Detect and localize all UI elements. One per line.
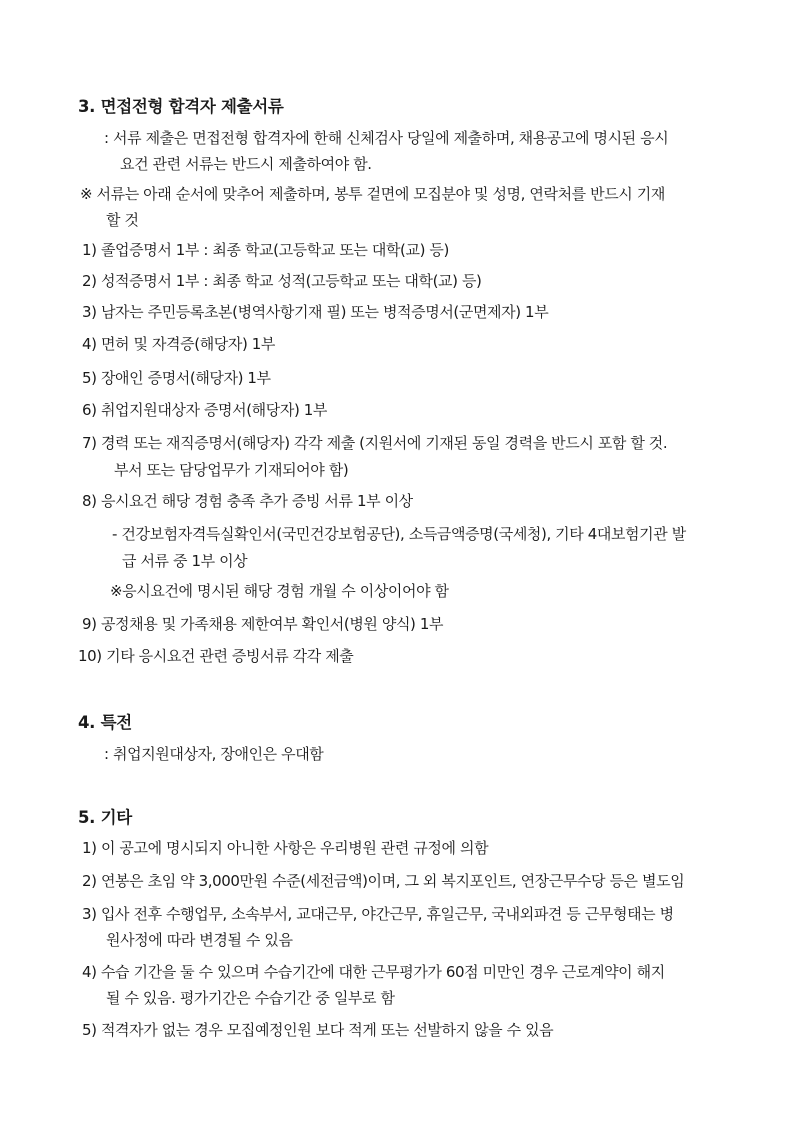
section-5-item-4-line-2: 될 수 있음. 평가기간은 수습기간 중 일부로 함: [106, 989, 395, 1007]
section-3-item-8: 8) 응시요건 해당 경험 충족 추가 증빙 서류 1부 이상: [82, 492, 413, 510]
section-5-item-3-line-2: 원사정에 따라 변경될 수 있음: [106, 931, 293, 949]
section-5-title: 5. 기타: [78, 808, 132, 827]
section-5-item-1: 1) 이 공고에 명시되지 아니한 사항은 우리병원 관련 규정에 의함: [82, 839, 489, 857]
section-4-title: 4. 특전: [78, 713, 132, 732]
section-3-note-line-2: 할 것: [106, 211, 139, 229]
section-3-item-2: 2) 성적증명서 1부 : 최종 학교 성적(고등학교 또는 대학(교) 등): [82, 272, 482, 290]
section-5-item-2: 2) 연봉은 초임 약 3,000만원 수준(세전금액)이며, 그 외 복지포인트, 연장근무수당 등은 별도임: [82, 872, 685, 890]
section-3-item-8-sub-line-2: 급 서류 중 1부 이상: [122, 552, 248, 570]
section-5-item-4-line-1: 4) 수습 기간을 둘 수 있으며 수습기간에 대한 근무평가가 60점 미만인 경우 근로계약이 해지: [82, 963, 665, 981]
section-3-item-1: 1) 졸업증명서 1부 : 최종 학교(고등학교 또는 대학(교) 등): [82, 241, 449, 259]
section-3-item-7-line-2: 부서 또는 담당업무가 기재되어야 함): [114, 461, 349, 479]
section-4-text: : 취업지원대상자, 장애인은 우대함: [104, 745, 324, 763]
section-3-item-9: 9) 공정채용 및 가족채용 제한여부 확인서(병원 양식) 1부: [82, 615, 444, 633]
section-3-intro-line-2: 요건 관련 서류는 반드시 제출하여야 함.: [120, 155, 372, 173]
section-3-title: 3. 면접전형 합격자 제출서류: [78, 97, 284, 116]
section-3-note-line-1: ※ 서류는 아래 순서에 맞추어 제출하며, 봉투 겉면에 모집분야 및 성명, 연락처를 반드시 기재: [80, 185, 665, 203]
section-5-item-3-line-1: 3) 입사 전후 수행업무, 소속부서, 교대근무, 야간근무, 휴일근무, 국내외파견 등 근무형태는 병: [82, 905, 674, 923]
section-3-item-7-line-1: 7) 경력 또는 재직증명서(해당자) 각각 제출 (지원서에 기재된 동일 경력을 반드시 포함 할 것.: [82, 434, 668, 452]
section-3-item-5: 5) 장애인 증명서(해당자) 1부: [82, 369, 271, 387]
section-5-item-5: 5) 적격자가 없는 경우 모집예정인원 보다 적게 또는 선발하지 않을 수 있음: [82, 1021, 554, 1039]
section-3-item-8-note: ※응시요건에 명시된 해당 경험 개월 수 이상이어야 함: [110, 582, 449, 600]
section-3-item-8-sub-line-1: - 건강보험자격득실확인서(국민건강보험공단), 소득금액증명(국세청), 기타 4대보험기관 발: [112, 525, 686, 543]
section-3-item-10: 10) 기타 응시요건 관련 증빙서류 각각 제출: [78, 647, 354, 665]
section-3-item-6: 6) 취업지원대상자 증명서(해당자) 1부: [82, 401, 328, 419]
section-3-intro-line-1: : 서류 제출은 면접전형 합격자에 한해 신체검사 당일에 제출하며, 채용공고에 명시된 응시: [104, 129, 669, 147]
section-3-item-3: 3) 남자는 주민등록초본(병역사항기재 필) 또는 병적증명서(군면제자) 1부: [82, 303, 549, 321]
section-3-item-4: 4) 면허 및 자격증(해당자) 1부: [82, 335, 276, 353]
